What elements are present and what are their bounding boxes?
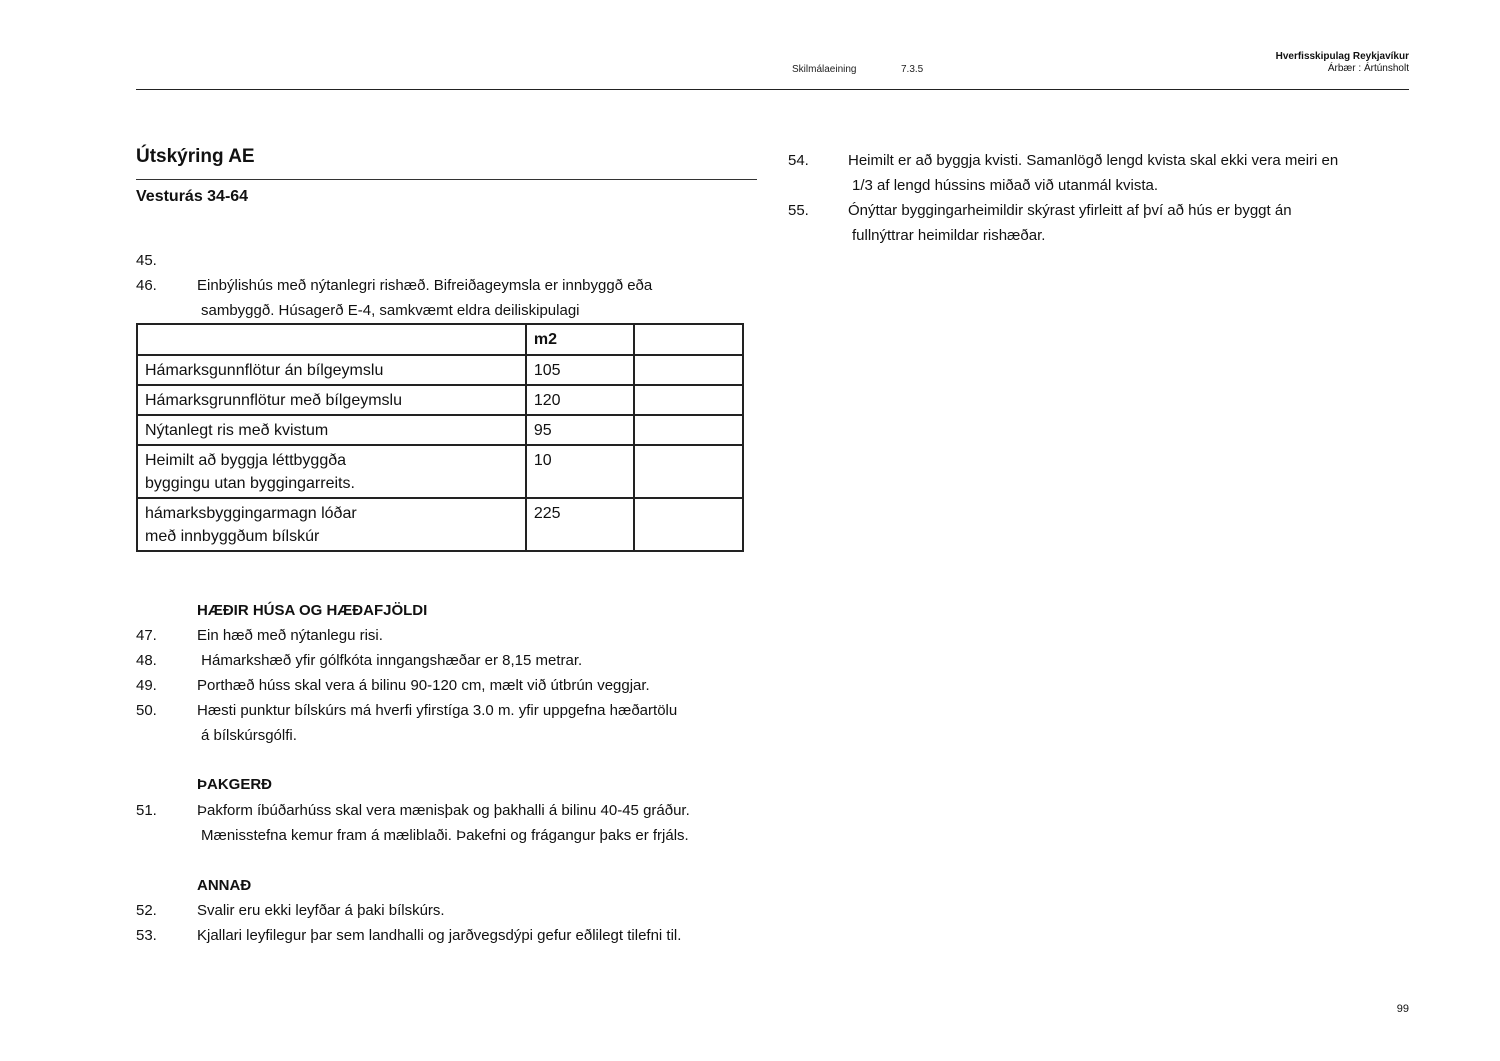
table-cell-empty [634,498,744,551]
item-text: Heimilt er að byggja kvisti. Samanlögð lengd kvista skal ekki vera meiri en [848,152,1339,169]
header-unit-label: Skilmálaeining [792,64,857,75]
table-cell-empty [634,355,744,385]
table-cell-label: Hámarksgunnflötur án bílgeymslu [137,355,526,385]
item-text: Einbýlishús með nýtanlegri rishæð. Bifreiðageymsla er innbyggð eða [197,277,653,294]
header-unit-code: 7.3.5 [901,64,924,75]
item-text: Ónýttar byggingarheimildir skýrast yfirleitt af því að hús er byggt án [848,202,1292,219]
page-number: 99 [1396,1003,1409,1015]
table-cell-label-line: byggingu utan byggingarreits. [145,475,355,492]
heights-heading: HÆÐIR HÚSA OG HÆÐAFJÖLDI [197,602,428,619]
item-text: Þakform íbúðarhúss skal vera mænisþak og þakhalli á bilinu 40-45 gráður. [197,802,690,819]
item-number: 46. [136,277,157,294]
table-cell-label: Nýtanlegt ris með kvistum [137,415,526,445]
table-cell-empty [634,415,744,445]
table-cell-label-line: hámarksbyggingarmagn lóðar [145,505,357,522]
title-divider [136,179,757,180]
item-text: Svalir eru ekki leyfðar á þaki bílskúrs. [197,902,445,919]
header-district: Árbær : Ártúnsholt [1327,63,1409,74]
header-plan-title: Hverfisskipulag Reykjavíkur [1275,51,1409,62]
table-cell-label: Hámarksgrunnflötur með bílgeymslu [137,385,526,415]
table-cell-empty [634,445,744,498]
table-cell-label [137,445,526,498]
table-cell-value: 120 [526,385,634,415]
area-table [136,323,744,552]
table-header-cell [137,324,526,355]
table-header-cell [634,324,744,355]
item-text: Hæsti punktur bílskúrs má hverfi yfirstíga 3.0 m. yfir uppgefna hæðartölu [197,702,678,719]
roof-heading: ÞAKGERÐ [197,776,273,793]
item-number: 48. [136,652,157,669]
item-number: 45. [136,252,157,269]
section-title: Útskýring AE [136,146,255,167]
table-cell-label-line: Heimilt að byggja léttbyggða [145,452,347,469]
table-row [137,415,743,445]
item-text: Hámarkshæð yfir gólfkóta inngangshæðar er 8,15 metrar. [197,652,583,669]
table-row [137,385,743,415]
header-divider [136,89,1409,90]
item-number: 52. [136,902,157,919]
item-text-continued: fullnýttrar heimildar rishæðar. [852,227,1046,244]
table-header-row [137,324,743,355]
item-number: 54. [788,152,809,169]
table-header-cell: m2 [526,324,634,355]
table-row [137,498,743,551]
item-number: 53. [136,927,157,944]
table-row [137,445,743,498]
header-plan-info [1276,51,1409,75]
table-cell-value: 225 [526,498,634,551]
item-number: 49. [136,677,157,694]
table-cell-label-line: með innbyggðum bílskúr [145,528,320,545]
table-cell-label [137,498,526,551]
table-cell-empty [634,385,744,415]
item-text: Porthæð húss skal vera á bilinu 90-120 cm, mælt við útbrún veggjar. [197,677,650,694]
item-number: 50. [136,702,157,719]
item-number: 51. [136,802,157,819]
item-text-continued: Mænisstefna kemur fram á mæliblaði. Þakefni og frágangur þaks er frjáls. [201,827,689,844]
item-text: Ein hæð með nýtanlegu risi. [197,627,383,644]
table-cell-value: 95 [526,415,634,445]
item-number: 55. [788,202,809,219]
item-text: Kjallari leyfilegur þar sem landhalli og jarðvegsdýpi gefur eðlilegt tilefni til. [197,927,682,944]
item-text-continued: sambyggð. Húsagerð E-4, samkvæmt eldra deiliskipulagi [201,302,580,319]
item-text-continued: 1/3 af lengd hússins miðað við utanmál kvista. [852,177,1158,194]
item-number: 47. [136,627,157,644]
table-cell-value: 10 [526,445,634,498]
other-heading: ANNAÐ [197,877,252,894]
table-cell-value: 105 [526,355,634,385]
item-text-continued: á bílskúrsgólfi. [201,727,297,744]
section-subtitle: Vesturás 34-64 [136,188,249,205]
table-row [137,355,743,385]
